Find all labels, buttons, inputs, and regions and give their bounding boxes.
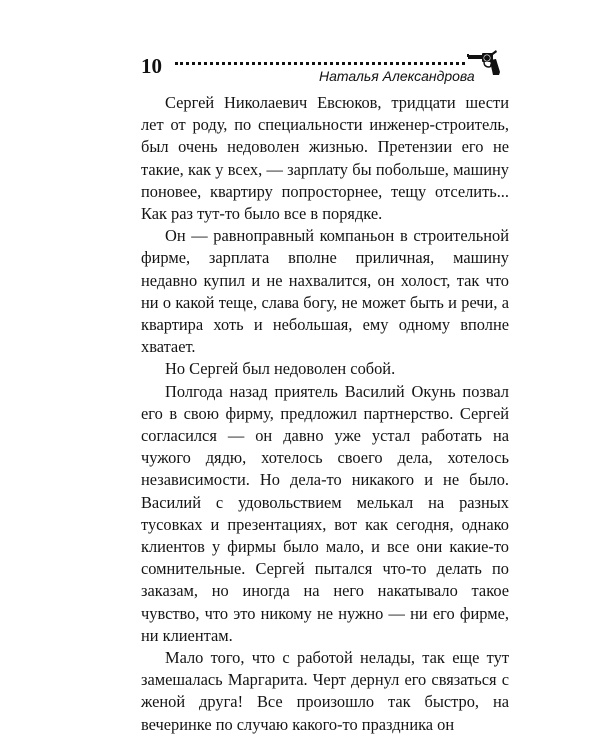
page-header (141, 50, 511, 90)
page-number: 10 (141, 54, 162, 78)
header-dotted-rule (175, 62, 465, 65)
body-text (141, 92, 509, 736)
revolver-icon (467, 50, 501, 76)
paragraph-2: Он — равноправный компаньон в строительной фирме, зарплата вполне приличная, машину недавно купил и не нахвалится, он холост, так что ни о какой теще, слава богу, не может быть и речи, а квартира хоть и небольшая, ему одному вполне хватает. (141, 226, 509, 357)
paragraph-3: Но Сергей был недоволен собой. (165, 359, 396, 379)
running-title: Наталья Александрова (319, 68, 475, 84)
paragraph-1: Сергей Николаевич Евсюков, тридцати шести лет от роду, по специальности инженер-строитель, был очень недоволен жизнью. Претензии его не такие, как у всех, — зарплату бы побольше, машину поновее, квартиру попросторнее, тещу отселить... Как раз тут-то было все в порядке. (141, 93, 509, 224)
paragraph-4: Полгода назад приятель Василий Окунь позвал его в свою фирму, предложил партнерство. Сергей согласился — он давно уже устал работать на чужого дядю, хотелось своего дела, хотелось независимости. Но дела-то никакого и не было. Василий с удовольствием мелькал на разных тусовках и презентациях, вот как сегодня, однако клиентов у фирмы было мало, и все они какие-то сомнительные. Сергей пытался что-то делать по заказам, но иногда на него накатывало такое чувство, что это никому не нужно — ни его фирме, ни клиентам. (141, 381, 509, 645)
paragraph-5: Мало того, что с работой нелады, так еще тут замешалась Маргарита. Черт дернул его связаться с женой друга! Все произошло так быстро, на вечеринке по случаю какого-то праздника он (141, 648, 509, 734)
